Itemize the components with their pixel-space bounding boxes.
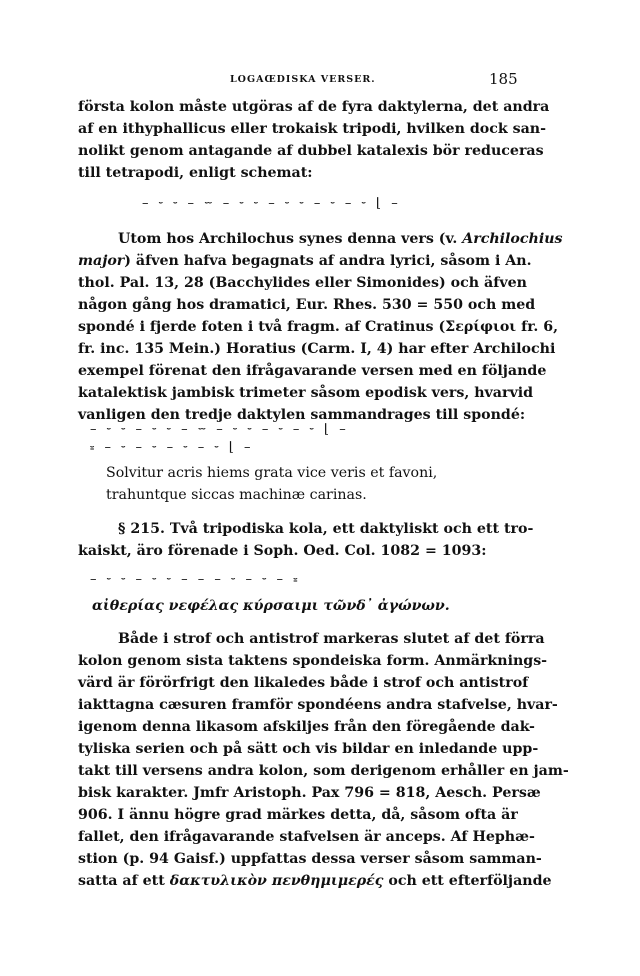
paragraph-2-line: exempel förenat den ifrågavarande versen med en följande	[78, 363, 547, 379]
greek-verse: αἰθερίας νεφέλας κύρσαιμι τῶνδ᾽ ἀγώνων.	[92, 598, 450, 614]
paragraph-2-line: fr. inc. 135 Mein.) Horatius (Carm. I, 4) har efter Archilochi	[78, 341, 556, 357]
paragraph-2-italic: Archilochius	[462, 231, 563, 247]
paragraph-3-line: igenom denna likasom afskiljes från den föregående dak-	[78, 719, 535, 735]
paragraph-3-line	[78, 870, 558, 892]
paragraph-2-text: ) äfven hafva begagnats af andra lyrici, såsom i An.	[124, 253, 532, 269]
paragraph-2-line	[78, 228, 563, 250]
metrical-scheme-2a: – ⏑ ⏑ – ⏑ ⏑ – ⏖ – ⏑ ⏑ – ⏑ – ⏑ ⌊ –	[90, 422, 349, 437]
paragraph-2-italic: major	[78, 253, 125, 269]
paragraph-3	[78, 628, 569, 892]
paragraph-2-text: Utom hos Archilochus synes denna vers (v.	[118, 231, 463, 247]
paragraph-3-line: bisk karakter. Jmfr Aristoph. Pax 796 = 818, Aesch. Persæ	[78, 785, 541, 801]
metrical-scheme-1: – ⏑ ⏑ – ⏖ – ⏑ ⏑ – ⏑ ⏑ – ⏑ – ⏑ ⌊ –	[142, 196, 401, 211]
latin-verse-line: Solvitur acris hiems grata vice veris et favoni,	[106, 465, 438, 481]
page-number: 185	[489, 70, 518, 88]
paragraph-2-line: thol. Pal. 13, 28 (Bacchylides eller Simonides) och äfven	[78, 275, 527, 291]
greek-term: δακτυλικὸν πενθημιμερές	[169, 873, 384, 889]
running-head: LOGAŒDISKA VERSER.	[230, 74, 376, 85]
paragraph-2-line: vanligen den tredje daktylen sammandrages till spondé:	[78, 407, 526, 423]
paragraph-2	[78, 228, 563, 426]
paragraph-3-line: stion (p. 94 Gaisf.) uppfattas dessa verser såsom samman-	[78, 851, 542, 867]
latin-verse-line: trahuntque siccas machinæ carinas.	[106, 487, 367, 503]
section-text: Två tripodiska kola, ett daktyliskt och ett tro-	[169, 521, 534, 537]
paragraph-1	[78, 96, 558, 184]
paragraph-1-line: nolikt genom antagande af dubbel katalexis bör reduceras	[78, 143, 544, 159]
paragraph-3-line: kolon genom sista taktens spondeiska form. Anmärknings-	[78, 653, 548, 669]
paragraph-3-line: iakttagna cæsuren framför spondéens andra stafvelse, hvar-	[78, 697, 558, 713]
section-215-line: kaiskt, äro förenade i Soph. Oed. Col. 1082 = 1093:	[78, 543, 487, 559]
paragraph-3-line: fallet, den ifrågavarande stafvelsen är anceps. Af Hephæ-	[78, 829, 535, 845]
paragraph-1-line: första kolon måste utgöras af de fyra daktylerna, det andra	[78, 99, 550, 115]
metrical-scheme-3: – ⏑ ⏑ – ⏑ ⏑ – – – ⏑ – ⏑ – ⏓	[90, 572, 301, 587]
section-number: § 215.	[118, 521, 165, 537]
paragraph-2-line: någon gång hos dramatici, Eur. Rhes. 530 = 550 och med	[78, 297, 536, 313]
paragraph-2-line: spondé i fjerde foten i två fragm. af Cratinus (Σερίφιοι fr. 6,	[78, 319, 559, 335]
paragraph-1-line: af en ithyphallicus eller trokaisk tripodi, hvilken dock san-	[78, 121, 547, 137]
paragraph-3-line: värd är förörfrigt den likaledes både i strof och antistrof	[78, 675, 529, 691]
paragraph-3-line: tyliska serien och på sätt och vis bildar en inledande upp-	[78, 741, 539, 757]
paragraph-3-line: Både i strof och antistrof markeras slutet af det förra	[118, 631, 545, 647]
section-215	[78, 518, 558, 562]
section-215-line	[78, 518, 558, 540]
paragraph-3-text: satta af ett	[78, 873, 170, 889]
paragraph-2-line	[78, 250, 558, 272]
paragraph-3-text: och ett efterföljande	[383, 873, 552, 889]
latin-verse	[106, 462, 437, 506]
paragraph-2-line: katalektisk jambisk trimeter såsom epodisk vers, hvarvid	[78, 385, 534, 401]
metrical-scheme-2b: ⏓ – ⏑ – ⏑ – ⏑ – ⏑ ⌊ –	[90, 440, 254, 455]
paragraph-3-line: 906. I ännu högre grad märkes detta, då, såsom ofta är	[78, 807, 518, 823]
paragraph-1-line: till tetrapodi, enligt schemat:	[78, 165, 313, 181]
paragraph-3-line: takt till versens andra kolon, som derigenom erhåller en jam-	[78, 763, 569, 779]
